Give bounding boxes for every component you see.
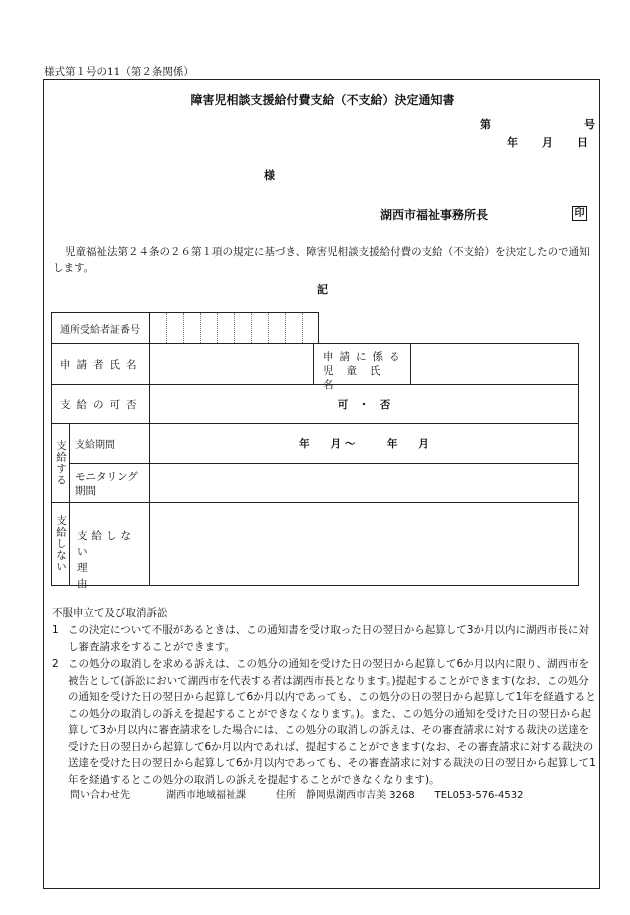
recipient-id-field[interactable]	[149, 312, 319, 344]
monitoring-label-line2: 期間	[75, 485, 96, 497]
appeal-item-2-text: この処分の取消しを求める訴えは、この処分の通知を受けた日の翌日から起算して6か月以内に限り、湖西市を被告として(訴訟において湖西市を代表する者は湖西市長となります。)提起することができます(なお、この処分の通知を受けた日の翌日から起算して6か月以内であっても、この処分の日の翌日から起算して1年を経過するとこの処分の取消しの訴えを提起することができなくなります。)。また、この処分の通知を受けた日の翌日から起算して3か月以内に審査請求をした場合には、この処分の取消しの訴えは、その審査請求に対する裁決の送達を受けた日の翌日から起算して6か月以内であれば、提起することができます(なお、その審査請求に対する裁決の送達を受けた日の翌日から起算して6か月以内であっても、その審査請求に対する裁決の日の翌日から起算して1年を経過するとこの処分の取消しの訴えを提起することができなくなります)。	[68, 658, 596, 786]
no-grant-side-label: 支給しない	[51, 502, 70, 586]
contact-department: 湖西市地域福祉課	[166, 790, 246, 801]
appeal-item-2-num: 2	[52, 658, 59, 670]
applicant-name-field[interactable]	[149, 343, 314, 385]
addressee-suffix: 様	[264, 169, 275, 182]
child-name-field[interactable]	[410, 343, 579, 385]
appeal-item-1-text: この決定について不服があるときは、この通知書を受け取った日の翌日から起算して3か月以内に湖西市長に対し審査請求をすることができます。	[68, 624, 589, 653]
appeal-item-1-num: 1	[52, 624, 59, 636]
reason-label-line2: 理由	[77, 562, 132, 590]
period-field[interactable]: 年 月 ～ 年 月	[149, 423, 579, 464]
form-number-label: 様式第１号の11（第２条関係）	[44, 66, 194, 78]
child-label-line2: 児童氏名	[323, 365, 394, 391]
recipient-id-label: 通所受給者証番号	[51, 312, 150, 344]
contact-tel: TEL053-576-4532	[434, 790, 524, 801]
document-title: 障害児相談支援給付費支給（不支給）決定通知書	[190, 93, 455, 107]
approval-label: 支給の可否	[51, 384, 150, 424]
date-line	[507, 134, 588, 150]
appeal-item-2	[52, 656, 597, 788]
grant-side-label: 支給する	[51, 423, 70, 503]
child-label	[313, 343, 411, 391]
appeal-item-1	[52, 622, 597, 655]
contact-label: 問い合わせ先	[70, 790, 130, 801]
notice-body: 児童福祉法第２４条の２６第１項の規定に基づき、障害児相談支援給付費の支給（不支給）を決定したので通知します。	[53, 246, 590, 274]
contact-address: 住所 静岡県湖西市吉美 3268	[276, 790, 415, 801]
applicant-label: 申請者氏名	[51, 343, 150, 385]
monitoring-field[interactable]	[149, 463, 579, 503]
appeal-title: 不服申立て及び取消訴訟	[52, 607, 168, 619]
reason-field[interactable]	[149, 502, 579, 586]
reason-label	[69, 502, 150, 590]
number-prefix: 第	[480, 118, 491, 131]
date-day: 日	[577, 136, 588, 149]
date-month: 月	[542, 136, 553, 149]
monitoring-label	[69, 463, 150, 503]
child-label-line1: 申請に係る	[323, 351, 406, 363]
seal-mark: 印	[572, 206, 587, 221]
number-suffix: 号	[584, 118, 595, 131]
contact-line	[70, 786, 523, 801]
reason-label-line1: 支給しない	[77, 530, 135, 558]
notice-document	[43, 79, 600, 889]
monitoring-label-line1: モニタリング	[75, 471, 138, 483]
date-year: 年	[507, 136, 518, 149]
ki-heading: 記	[317, 283, 328, 296]
approval-choice[interactable]: 可 ・ 否	[149, 384, 579, 424]
issuer-name: 湖西市福祉事務所長	[380, 208, 489, 222]
period-label: 支給期間	[69, 423, 150, 464]
